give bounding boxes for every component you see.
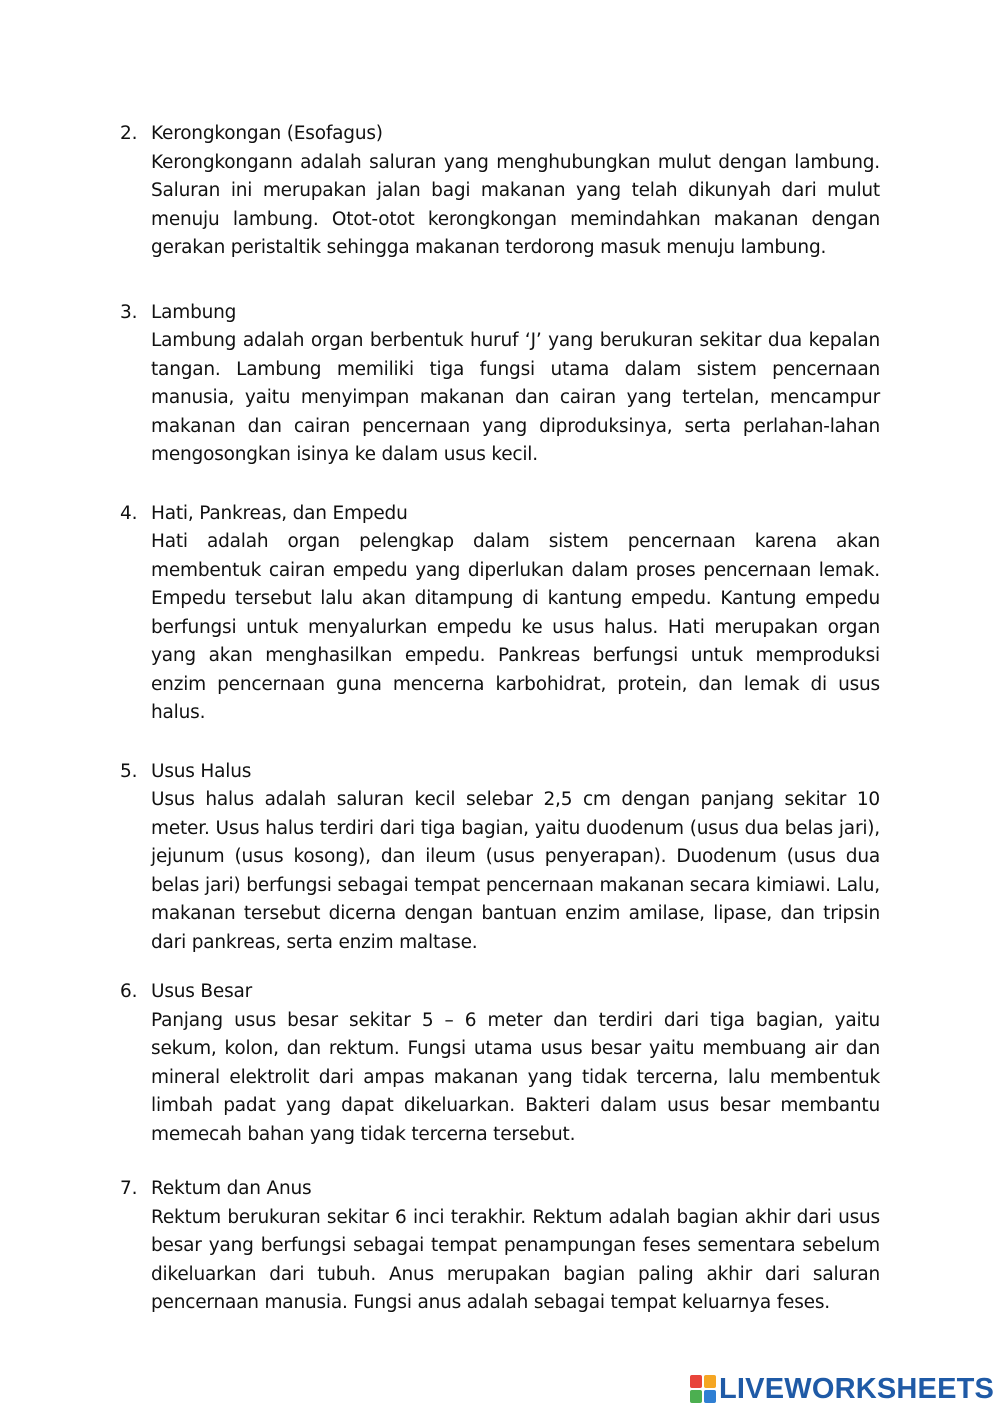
liveworksheets-logo-icon xyxy=(690,1375,716,1403)
section-heading: Hati, Pankreas, dan Empedu xyxy=(151,502,408,524)
section-rektum-anus xyxy=(120,1175,880,1318)
section-usus-halus xyxy=(120,758,880,958)
section-esofagus xyxy=(120,120,880,263)
section-number: 4. xyxy=(120,502,138,524)
section-heading: Lambung xyxy=(151,301,237,323)
section-lambung xyxy=(120,299,880,470)
logo-tile-red xyxy=(690,1375,702,1388)
section-body: Rektum berukuran sekitar 6 inci terakhir. Rektum adalah bagian akhir dari usus besar yang berfungsi sebagai tempat penampungan feses sementara sebelum dikeluarkan dari tubuh. Anus merupakan bagian paling akhir dari saluran pencernaan manusia. Fungsi anus adalah sebagai tempat keluarnya feses. xyxy=(151,1206,880,1313)
section-number: 5. xyxy=(120,760,138,782)
section-body: Lambung adalah organ berbentuk huruf ‘J’ yang berukuran sekitar dua kepalan tangan. Lambung memiliki tiga fungsi utama dalam sistem pencernaan manusia, yaitu menyimpan makanan dan cairan yang tertelan, mencampur makanan dan cairan pencernaan yang diproduksinya, serta perlahan-lahan mengosongkan isinya ke dalam usus kecil. xyxy=(151,330,880,465)
section-number: 7. xyxy=(120,1178,138,1199)
logo-tile-orange xyxy=(704,1375,716,1388)
section-number: 3. xyxy=(120,301,138,323)
section-body: Panjang usus besar sekitar 5 – 6 meter dan terdiri dari tiga bagian, yaitu sekum, kolon, dan rektum. Fungsi utama usus besar yaitu membuang air dan mineral elektrolit dari ampas makanan yang tidak tercerna, lalu membentuk limbah padat yang dapat dikeluarkan. Bakteri dalam usus besar membantu memecah bahan yang tidak tercerna tersebut. xyxy=(151,1009,880,1145)
section-number: 2. xyxy=(120,123,138,144)
liveworksheets-brand xyxy=(690,1373,994,1405)
section-heading: Usus Besar xyxy=(151,981,253,1002)
brand-wordmark: LIVEWORKSHEETS xyxy=(719,1372,995,1405)
document-content xyxy=(120,120,880,1318)
logo-tile-blue xyxy=(704,1390,716,1403)
section-heading: Rektum dan Anus xyxy=(151,1178,312,1199)
section-body: Usus halus adalah saluran kecil selebar 2,5 cm dengan panjang sekitar 10 meter. Usus halus terdiri dari tiga bagian, yaitu duodenum (usus dua belas jari), jejunum (usus kosong), dan ileum (usus penyerapan). Duodenum (usus dua belas jari) berfungsi sebagai tempat pencernaan makanan secara kimiawi. Lalu, makanan tersebut dicerna dengan bantuan enzim amilase, lipase, dan tripsin dari pankreas, serta enzim maltase. xyxy=(151,789,880,953)
logo-tile-green xyxy=(690,1390,702,1403)
section-number: 6. xyxy=(120,981,138,1002)
section-heading: Usus Halus xyxy=(151,760,252,782)
section-heading: Kerongkongan (Esofagus) xyxy=(151,123,383,144)
section-hati-pankreas-empedu xyxy=(120,500,880,728)
section-body: Kerongkongann adalah saluran yang menghubungkan mulut dengan lambung. Saluran ini merupakan jalan bagi makanan yang telah dikunyah dari mulut menuju lambung. Otot-otot kerongkongan memindahkan makanan dengan gerakan peristaltik sehingga makanan terdorong masuk menuju lambung. xyxy=(151,151,880,258)
section-body: Hati adalah organ pelengkap dalam sistem pencernaan karena akan membentuk cairan empedu yang diperlukan dalam proses pencernaan lemak. Empedu tersebut lalu akan ditampung di kantung empedu. Kantung empedu berfungsi untuk menyalurkan empedu ke usus halus. Hati merupakan organ yang akan menghasilkan empedu. Pankreas berfungsi untuk memproduksi enzim pencernaan guna mencerna karbohidrat, protein, dan lemak di usus halus. xyxy=(151,531,880,723)
section-usus-besar xyxy=(120,978,880,1149)
